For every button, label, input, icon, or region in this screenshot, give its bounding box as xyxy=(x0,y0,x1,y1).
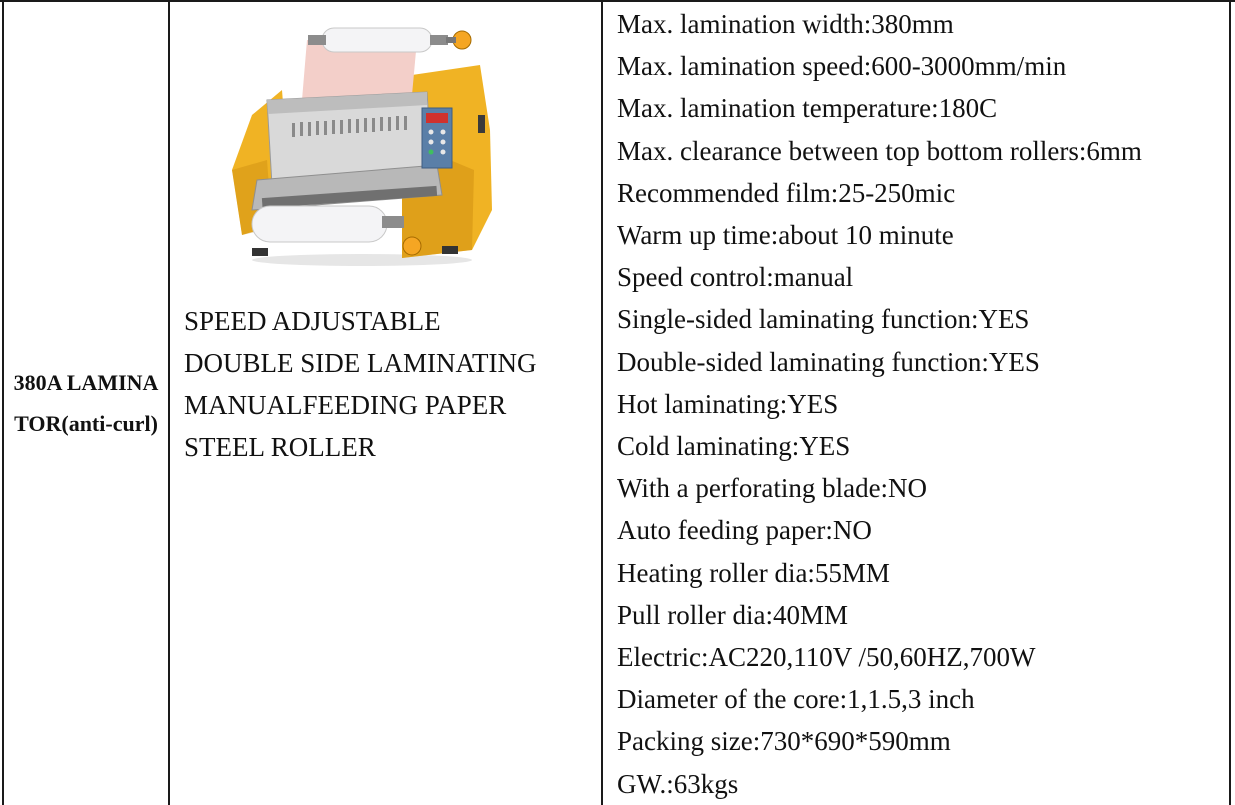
description-line: DOUBLE SIDE LAMINATING xyxy=(184,348,537,378)
description-line: STEEL ROLLER xyxy=(184,432,376,462)
spec-item: Single-sided laminating function:YES xyxy=(617,304,1030,335)
spec-item: Pull roller dia:40MM xyxy=(617,599,848,630)
spec-item: Speed control:manual xyxy=(617,262,854,293)
spec-item: Auto feeding paper:NO xyxy=(617,515,872,546)
spec-item: Max. lamination speed:600-3000mm/min xyxy=(617,51,1067,82)
spec-item: Diameter of the core:1,1.5,3 inch xyxy=(617,684,975,715)
spec-item: Hot laminating:YES xyxy=(617,388,839,419)
spec-item: Electric:AC220,110V /50,60HZ,700W xyxy=(617,642,1036,673)
spec-item: Warm up time:about 10 minute xyxy=(617,220,954,251)
product-description xyxy=(184,300,594,468)
spec-item: Max. lamination width:380mm xyxy=(617,9,954,39)
model-name: 380A LAMINATOR(anti-curl) xyxy=(13,369,159,436)
spec-item: Heating roller dia:55MM xyxy=(617,557,890,588)
spec-item: Cold laminating:YES xyxy=(617,431,851,462)
specs-list xyxy=(617,3,1142,805)
laminator-machine-photo xyxy=(212,20,512,280)
table-right-border xyxy=(1229,0,1231,805)
spec-item: GW.:63kgs xyxy=(617,768,739,799)
spec-item: With a perforating blade:NO xyxy=(617,473,928,504)
spec-item: Packing size:730*690*590mm xyxy=(617,726,951,757)
description-line: SPEED ADJUSTABLE xyxy=(184,306,441,336)
spec-item: Double-sided laminating function:YES xyxy=(617,346,1040,377)
spec-item: Recommended film:25-250mic xyxy=(617,177,956,208)
model-cell xyxy=(4,0,168,805)
spec-item: Max. lamination temperature:180C xyxy=(617,93,998,124)
spec-item: Max. clearance between top bottom rollers:6mm xyxy=(617,135,1142,166)
description-line: MANUALFEEDING PAPER xyxy=(184,390,507,420)
